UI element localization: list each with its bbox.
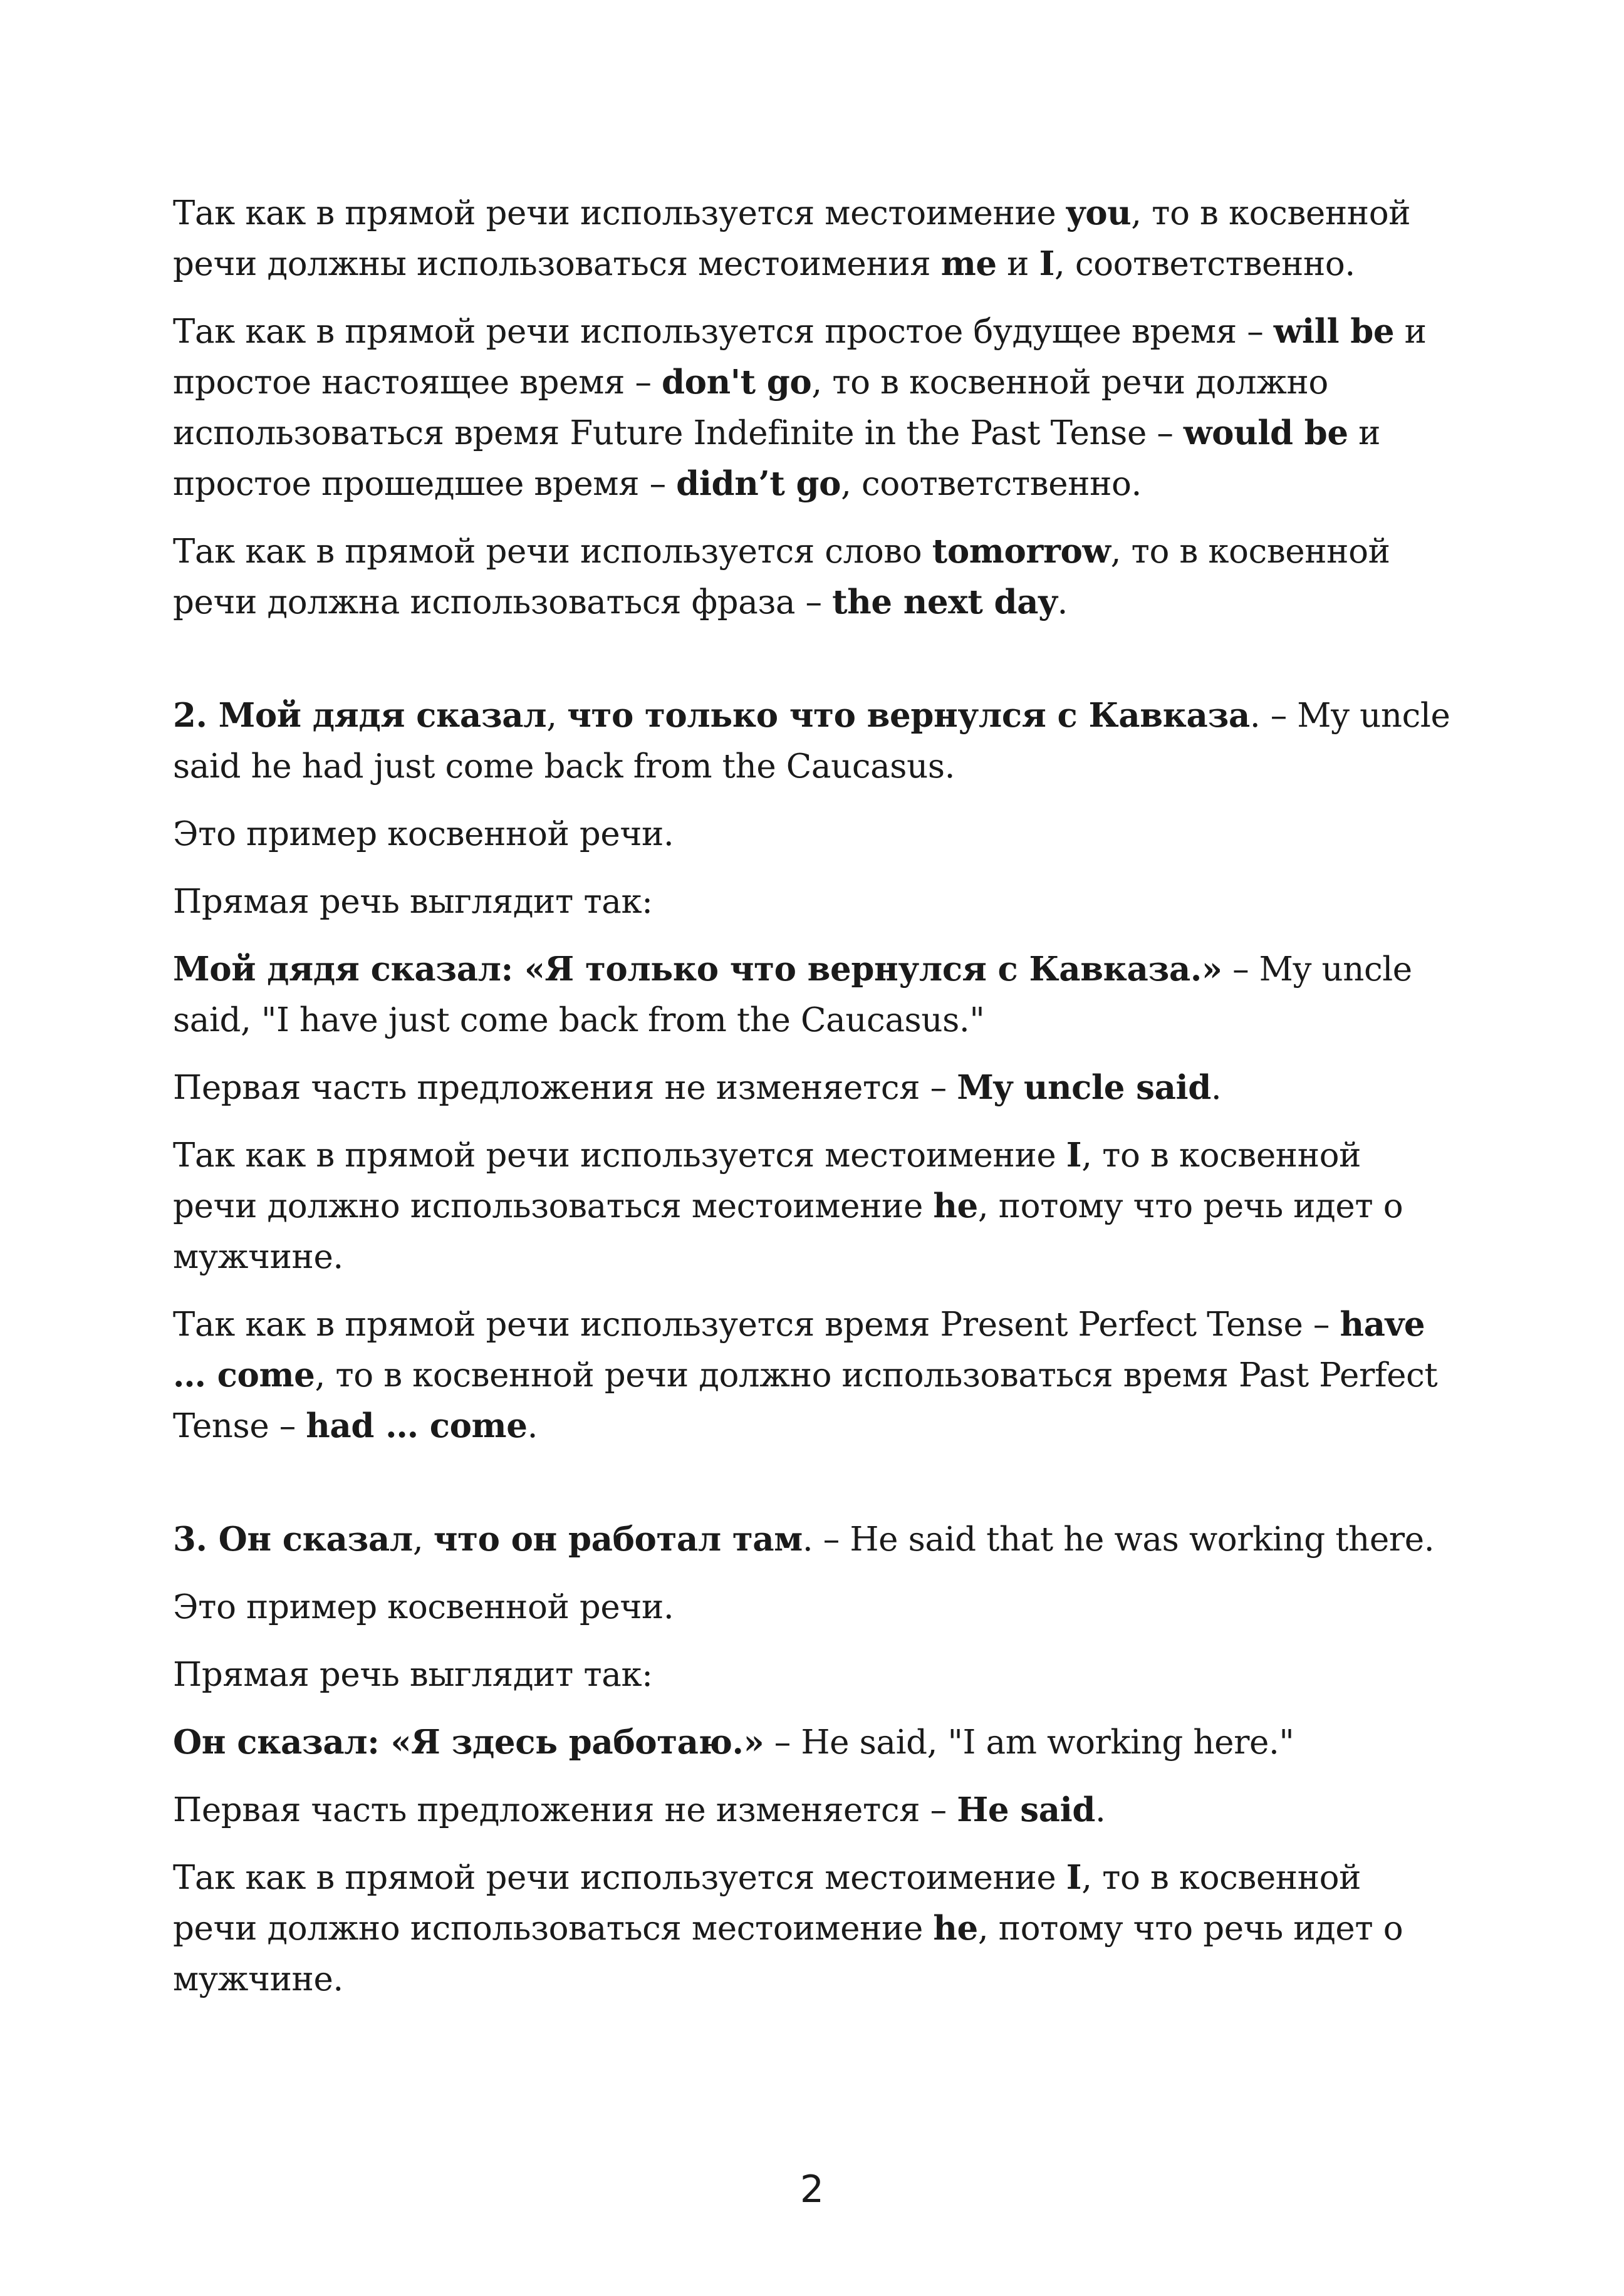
text: , то в косвенной речи должна использоваться фраза – bbox=[173, 532, 1390, 621]
bold-text: he bbox=[933, 1187, 978, 1225]
bold-text: что он работал там bbox=[433, 1520, 803, 1559]
text: , то в косвенной речи должно использоваться местоимение bbox=[173, 1136, 1361, 1225]
bold-text: didn’t go bbox=[676, 464, 841, 503]
text: . bbox=[1057, 583, 1068, 621]
text: . bbox=[1095, 1791, 1106, 1829]
text: , потому что речь идет о мужчине. bbox=[173, 1909, 1403, 1998]
bold-text: would be bbox=[1183, 413, 1348, 452]
text: , bbox=[546, 697, 568, 735]
text: Первая часть предложения не изменяется – bbox=[173, 1069, 957, 1107]
bold-text: Мой дядя сказал: «Я только что вернулся с Кавказа.» bbox=[173, 950, 1222, 989]
bold-text: the next day bbox=[832, 583, 1058, 621]
text: – He said, "I am working here." bbox=[764, 1723, 1294, 1762]
section-heading-paragraph bbox=[173, 690, 1451, 792]
text: . – My uncle said he had just come back from the Caucasus. bbox=[173, 697, 1450, 786]
text: , то в косвенной речи должны использоваться местоимения bbox=[173, 194, 1411, 283]
text: Так как в прямой речи используется местоимение bbox=[173, 194, 1066, 232]
bold-text: will be bbox=[1273, 312, 1395, 351]
bold-text: he bbox=[933, 1909, 978, 1948]
text: Это пример косвенной речи. bbox=[173, 1588, 674, 1626]
bold-text: My uncle said bbox=[957, 1068, 1211, 1107]
text: , соответственно. bbox=[1054, 245, 1355, 283]
text: Так как в прямой речи используется местоимение bbox=[173, 1859, 1066, 1897]
text: , то в косвенной речи должно использоваться местоимение bbox=[173, 1859, 1361, 1948]
bold-text: had … come bbox=[306, 1406, 528, 1445]
bold-text: 3. Он сказал bbox=[173, 1520, 413, 1559]
text: . bbox=[527, 1407, 538, 1445]
paragraph bbox=[173, 809, 1451, 860]
text: и простое прошедшее время – bbox=[173, 414, 1381, 503]
bold-text: Он сказал: «Я здесь работаю.» bbox=[173, 1723, 764, 1762]
paragraph bbox=[173, 1299, 1451, 1452]
text: – My uncle said, "I have just come back from the Caucasus." bbox=[173, 950, 1412, 1039]
paragraph bbox=[173, 188, 1451, 289]
bold-text: don't go bbox=[662, 363, 812, 402]
paragraph bbox=[173, 1062, 1451, 1113]
page-number: 2 bbox=[799, 2168, 825, 2211]
text: и bbox=[996, 245, 1039, 283]
text: Так как в прямой речи используется простое будущее время – bbox=[173, 313, 1274, 351]
paragraph bbox=[173, 944, 1451, 1046]
paragraph bbox=[173, 1717, 1451, 1768]
bold-text: He said bbox=[957, 1790, 1096, 1829]
text: и простое настоящее время – bbox=[173, 313, 1427, 402]
bold-text: что только что вернулся с Кавказа bbox=[567, 696, 1250, 735]
paragraph bbox=[173, 1852, 1451, 2005]
bold-text: me bbox=[940, 244, 997, 283]
bold-text: I bbox=[1066, 1858, 1082, 1897]
paragraph bbox=[173, 306, 1451, 509]
document-body bbox=[173, 188, 1451, 2022]
paragraph bbox=[173, 526, 1451, 628]
paragraph bbox=[173, 1785, 1451, 1836]
text: , потому что речь идет о мужчине. bbox=[173, 1187, 1403, 1276]
text: , соответственно. bbox=[841, 465, 1142, 503]
text: . – He said that he was working there. bbox=[802, 1520, 1435, 1559]
text: Первая часть предложения не изменяется – bbox=[173, 1791, 957, 1829]
text: Так как в прямой речи используется местоимение bbox=[173, 1136, 1066, 1175]
text: , то в косвенной речи должно использоваться время Past Perfect Tense – bbox=[173, 1356, 1438, 1445]
text: . bbox=[1210, 1069, 1222, 1107]
text: Так как в прямой речи используется слово bbox=[173, 532, 932, 571]
paragraph bbox=[173, 1582, 1451, 1633]
text: Так как в прямой речи используется время Present Perfect Tense – bbox=[173, 1306, 1340, 1344]
bold-text: tomorrow bbox=[932, 532, 1111, 571]
text: , то в косвенной речи должно использоваться время Future Indefinite in the Past Tense – bbox=[173, 363, 1328, 452]
paragraph bbox=[173, 1130, 1451, 1282]
bold-text: I bbox=[1039, 244, 1054, 283]
text: Это пример косвенной речи. bbox=[173, 815, 674, 853]
paragraph bbox=[173, 1649, 1451, 1700]
bold-text: 2. Мой дядя сказал bbox=[173, 696, 547, 735]
bold-text: have … come bbox=[173, 1305, 1425, 1395]
section-heading-paragraph bbox=[173, 1514, 1451, 1565]
text: , bbox=[412, 1520, 434, 1559]
text: Прямая речь выглядит так: bbox=[173, 883, 653, 921]
paragraph bbox=[173, 876, 1451, 927]
text: Прямая речь выглядит так: bbox=[173, 1656, 653, 1694]
bold-text: I bbox=[1066, 1136, 1082, 1175]
bold-text: you bbox=[1066, 194, 1132, 232]
